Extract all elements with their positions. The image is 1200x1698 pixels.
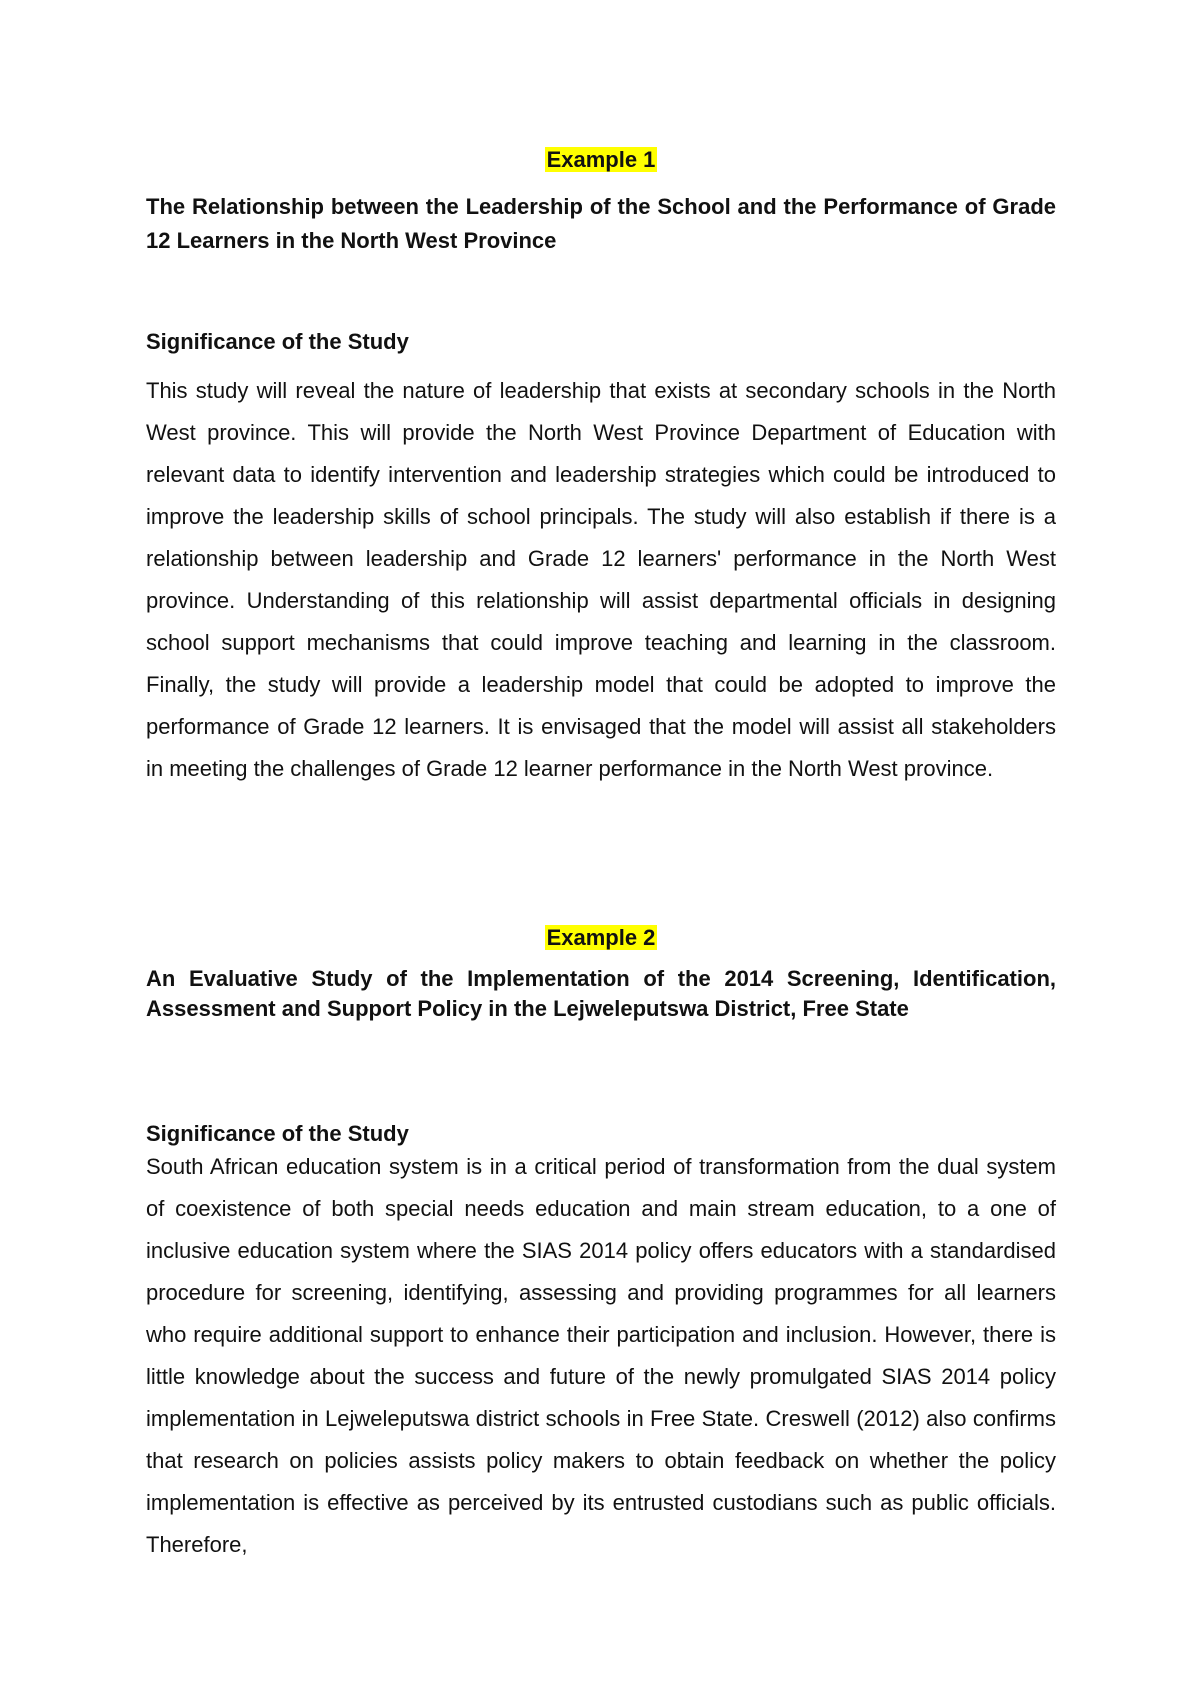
example-1-significance-heading: Significance of the Study bbox=[146, 329, 409, 354]
example-2-label: Example 2 bbox=[546, 925, 656, 950]
example-2-title: An Evaluative Study of the Implementation of the 2014 Screening, Identification, Assessment and Support Policy in the Lejweleputswa District, Free State bbox=[146, 966, 1056, 1021]
example-2-significance-heading: Significance of the Study bbox=[146, 1121, 409, 1146]
example-1-label-row bbox=[146, 146, 1056, 174]
example-1-title: The Relationship between the Leadership of the School and the Performance of Grade 12 Learners in the North West Province bbox=[146, 194, 1056, 253]
example-1-body: This study will reveal the nature of leadership that exists at secondary schools in the North West province. This will provide the North West Province Department of Education with relevant data to identify intervention and leadership strategies which could be introduced to improve the leadership skills of school principals. The study will also establish if there is a relationship between leadership and Grade 12 learners' performance in the North West province. Understanding of this relationship will assist departmental officials in designing school support mechanisms that could improve teaching and learning in the classroom. Finally, the study will provide a leadership model that could be adopted to improve the performance of Grade 12 learners. It is envisaged that the model will assist all stakeholders in meeting the challenges of Grade 12 learner performance in the North West province. bbox=[146, 378, 1056, 781]
example-1-label: Example 1 bbox=[546, 147, 656, 172]
example-2-body: South African education system is in a critical period of transformation from the dual system of coexistence of both special needs education and main stream education, to a one of inclusive education system where the SIAS 2014 policy offers educators with a standardised procedure for screening, identifying, assessing and providing programmes for all learners who require additional support to enhance their participation and inclusion. However, there is little knowledge about the success and future of the newly promulgated SIAS 2014 policy implementation in Lejweleputswa district schools in Free State. Creswell (2012) also confirms that research on policies assists policy makers to obtain feedback on whether the policy implementation is effective as perceived by its entrusted custodians such as public officials. Therefore, bbox=[146, 1154, 1056, 1557]
example-2-label-row bbox=[146, 924, 1056, 952]
